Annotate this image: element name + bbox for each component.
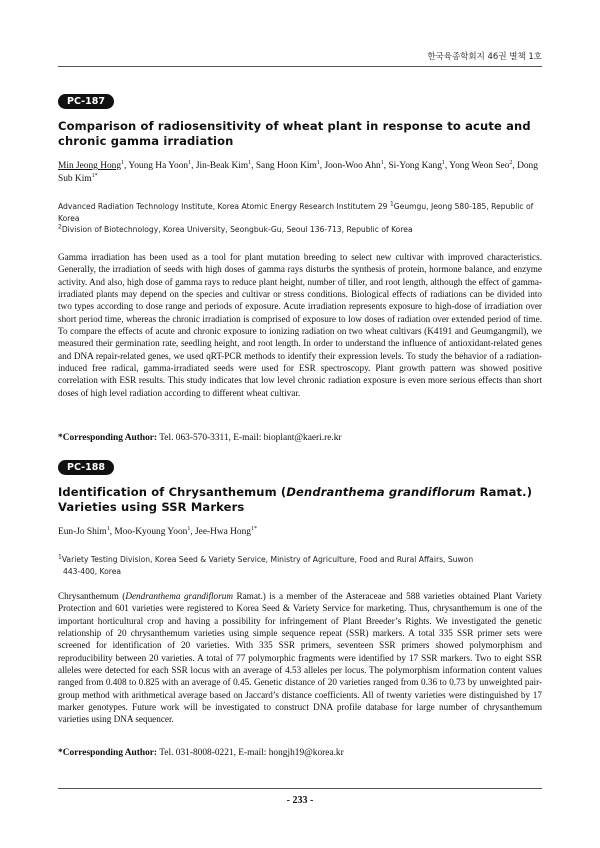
author: Jee-Hwa Hong$^{1*}$ xyxy=(195,525,257,537)
footer-rule xyxy=(58,788,542,789)
abstract-badge: PC-187 xyxy=(58,94,114,109)
author: Min Jeong Hong$^1$, xyxy=(58,159,129,171)
affiliation-line: $^2$Division of Biotechnology, Korea University, Seongbuk-Gu, Seoul 136-713, Republic of Korea xyxy=(58,223,413,234)
author: Yong Weon Seo$^2$, xyxy=(449,159,518,171)
corresponding-author: *Corresponding Author: Tel. 063-570-3311, E-mail: bioplant@kaeri.re.kr xyxy=(58,433,342,443)
author: Moo-Kyoung Yoon$^1$, xyxy=(114,525,196,537)
author: Jin-Beak Kim$^1$, xyxy=(195,159,256,171)
corresponding-author: *Corresponding Author: Tel. 031-8008-0221, E-mail: hongjh19@korea.kr xyxy=(58,748,344,758)
author: Si-Yong Kang$^1$, xyxy=(388,159,450,171)
abstract-title: Comparison of radiosensitivity of wheat plant in response to acute and chronic gamma irradiation xyxy=(58,119,531,148)
affiliation-line: $^1$Variety Testing Division, Korea Seed & Variety Service, Ministry of Agriculture, Food and Rural Affairs, Suwon xyxy=(58,553,474,564)
header-rule xyxy=(58,66,542,67)
abstract-body: Gamma irradiation has been used as a tool for plant mutation breeding to select new cultivar with improved characteristics. Generally, the irradiation of seeds with high doses of gamma rays disturbs the synthesis of protein, hormone balance, and enzyme activity. And also, high dose of gamma rays to reduce plant height, number of tiller, and root length, although the effect of gamma-irradiated plants may depend on the species and cultivar or stress conditions. Biological effects of radiations can be divided into two types according to dose range and periods of exposure. Acute irradiation represents exposure to high-dose of irradiation over short period time, whereas the chronic irradiation is comprised of exposure to low doses of radiation over extended period of time. To compare the effects of acute and chronic exposure to ionizing radiation on two wheat cultivars (K4191 and Geumgangmil), we measured their germination rate, seedling height, and root length. In order to understand the influence of antioxidant-related genes and DNA repair-related genes, we used qRT-PCR methods to identify their expression levels. To study the behavior of a radiation-induced free radical, gamma-irradiated seeds were used for ESR spectroscopy. Plant growth pattern was showed positive correlation with ESR results. This study indicates that low level chronic radiation exposure is even more serious effects than short doses of high level radiation according to different wheat cultivar. xyxy=(58,252,542,398)
abstract-badge: PC-188 xyxy=(58,460,114,475)
author: Eun-Jo Shim$^1$, xyxy=(58,525,115,537)
author: Dong Sub Kim$^{1*}$ xyxy=(58,161,538,184)
affiliations xyxy=(58,554,542,577)
affiliation-line: 443-400, Korea xyxy=(63,566,122,576)
author: Sang Hoon Kim$^1$, xyxy=(255,159,325,171)
abstract-body: Chrysanthemum (Dendranthema grandiflorum Ramat.) is a member of the Asteraceae and 588 varieties obtained Plant Variety Protection and 601 varieties were registered to Korea Seed & Variety Service for marketing. Thus, chrysanthemum is one of the important horticultural crop and having a possibility for infringement of Plant Breeder’s Rights. We investigated the genetic relationship of 20 chrysanthemum varieties using simple sequence repeat (SSR) markers. A total 335 SSR primer sets were screened for identification of 20 varieties. With 335 SSR primers, seventeen SSR primers showed polymorphism and reproducibility between 20 varieties. A total of 77 polymorphic fragments were identified by 17 SSR markers. Two to eight SSR alleles were detected for each SSR locus with an average of 4.53 alleles per locus. The polymorphism information content values ranged from 0.408 to 0.825 with an average of 0.45. Genetic distance of 20 varieties ranged from 0.36 to 0.73 by unweighted pair-group method with arithmetical average based on Jaccard’s distance coefficients. All of twenty varieties were distinguished by 17 marker genotypes. Future work will be investigated to construct DNA profile database for large number of chrysanthemum varieties using DNA sequencer. xyxy=(58,591,543,725)
author: Joon-Woo Ahn$^1$, xyxy=(324,159,389,171)
affiliation-line: Advanced Radiation Technology Institute, Korea Atomic Energy Research Institutem 29 $^1$Geumgu, Jeong 580-185, Republic of Korea xyxy=(58,200,534,223)
author-list xyxy=(58,526,542,539)
author-list xyxy=(58,160,542,186)
running-header: 한국육종학회지 46권 별책 1호 xyxy=(427,52,542,62)
affiliations xyxy=(58,201,542,236)
abstract-title: Identification of Chrysanthemum (Dendranthema grandiflorum Ramat.) Varieties using SSR Markers xyxy=(58,485,533,514)
author: Young Ha Yoon$^1$, xyxy=(128,159,196,171)
page-number: - 233 - xyxy=(286,795,314,806)
